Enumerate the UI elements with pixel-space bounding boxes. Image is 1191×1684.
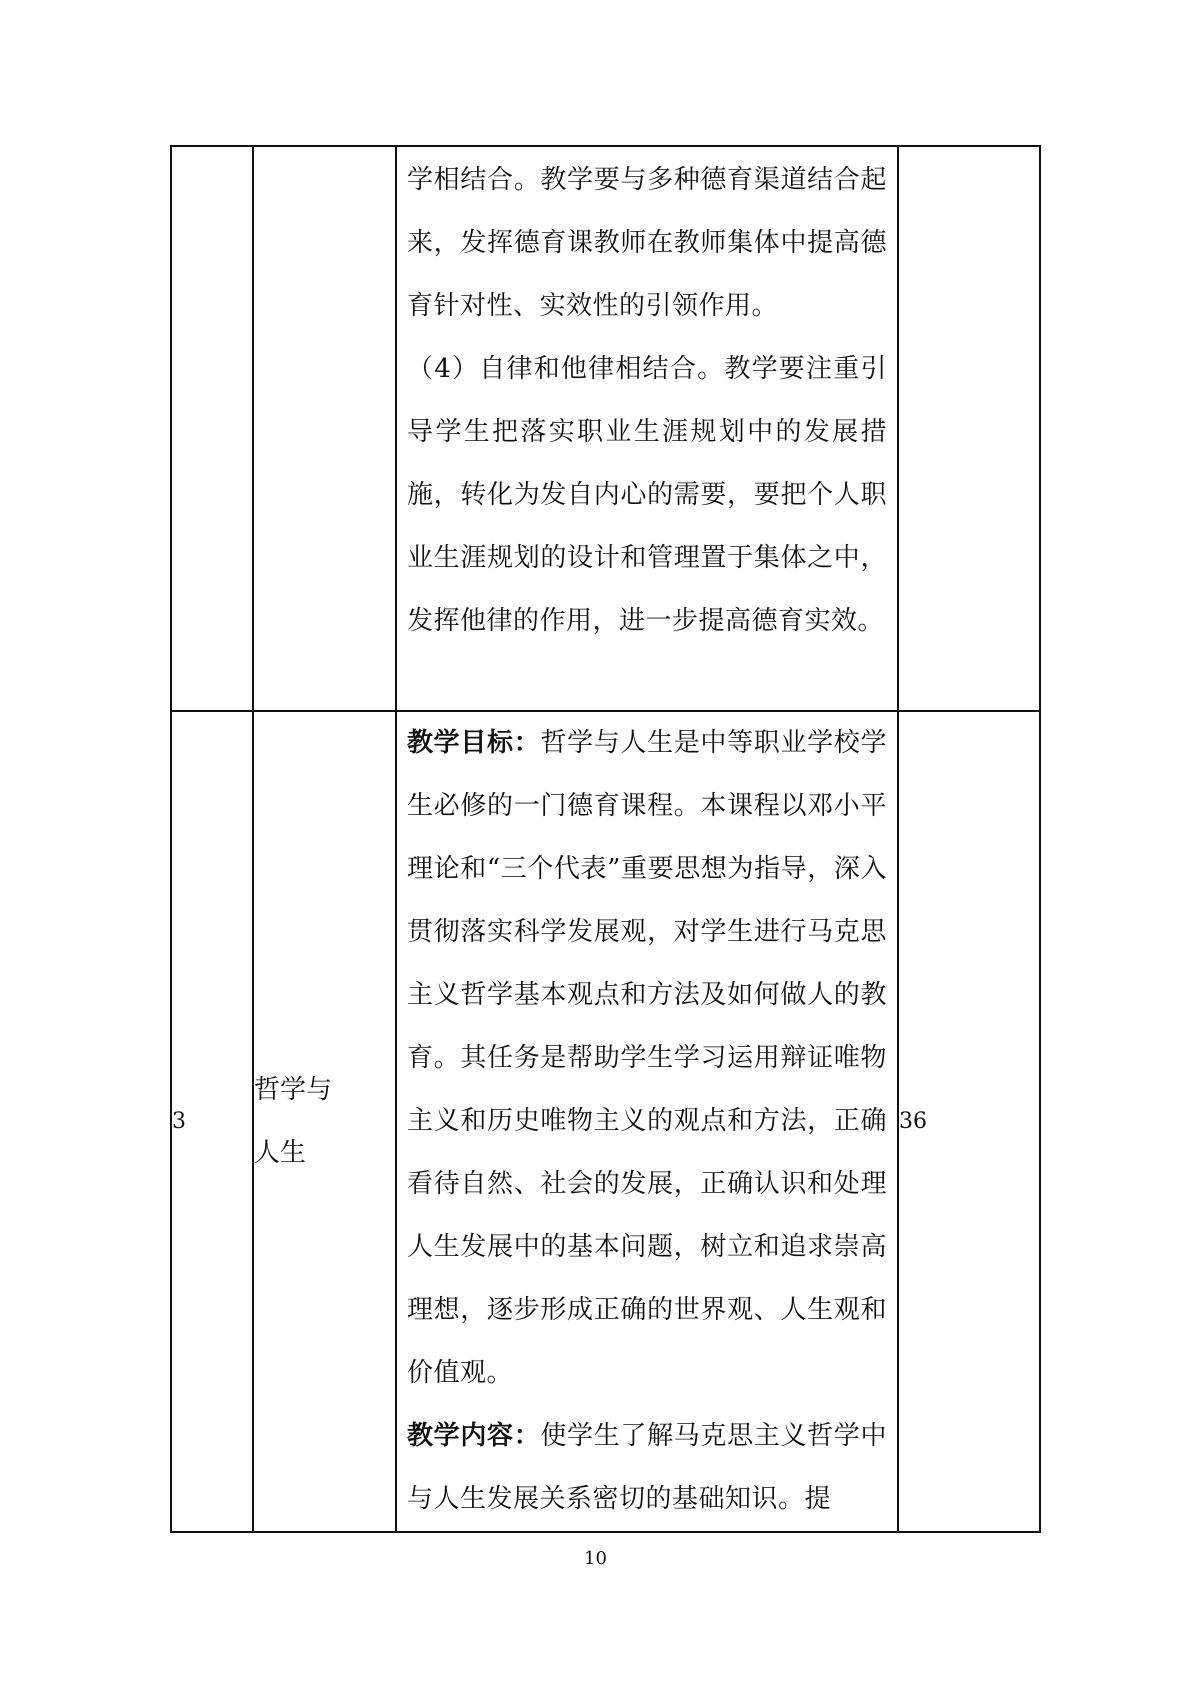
goal-label: 教学目标：: [407, 728, 541, 758]
course-name-cell: [253, 146, 396, 711]
hours-cell: 36: [898, 711, 1040, 1532]
content-text: 使学生了解马克思主义哲学中与人生发展关系密切的基础知识。提: [407, 1421, 887, 1514]
content-cell: [396, 146, 898, 711]
hours-cell: [898, 146, 1040, 711]
content-paragraph: 学相结合。教学要与多种德育渠道结合起来，发挥德育课教师在教师集体中提高德育针对性、实效性的引领作用。: [407, 165, 887, 321]
teaching-content: [407, 1405, 887, 1531]
course-name-line: 哲学与: [254, 1074, 333, 1105]
course-table: [170, 145, 1041, 1533]
course-name-line: 人生: [254, 1137, 307, 1168]
number-cell: [171, 146, 253, 711]
table-row: [171, 711, 1040, 1532]
table-row: [171, 146, 1040, 711]
page-number: 10: [584, 1548, 607, 1569]
number-cell: 3: [171, 711, 253, 1532]
teaching-goal: [407, 712, 887, 1405]
content-paragraph: （4）自律和他律相结合。教学要注重引导学生把落实职业生涯规划中的发展措施，转化为发自内心的需要，要把个人职业生涯规划的设计和管理置于集体之中，发挥他律的作用，进一步提高德育实效。: [407, 354, 887, 636]
content-cell: [396, 711, 898, 1532]
content-label: 教学内容：: [407, 1421, 541, 1451]
course-name-cell: [253, 711, 396, 1532]
goal-text: 哲学与人生是中等职业学校学生必修的一门德育课程。本课程以邓小平理论和“三个代表”重要思想为指导，深入贯彻落实科学发展观，对学生进行马克思主义哲学基本观点和方法及如何做人的教育。其任务是帮助学生学习运用辩证唯物主义和历史唯物主义的观点和方法，正确看待自然、社会的发展，正确认识和处理人生发展中的基本问题，树立和追求崇高理想，逐步形成正确的世界观、人生观和价值观。: [407, 728, 887, 1388]
